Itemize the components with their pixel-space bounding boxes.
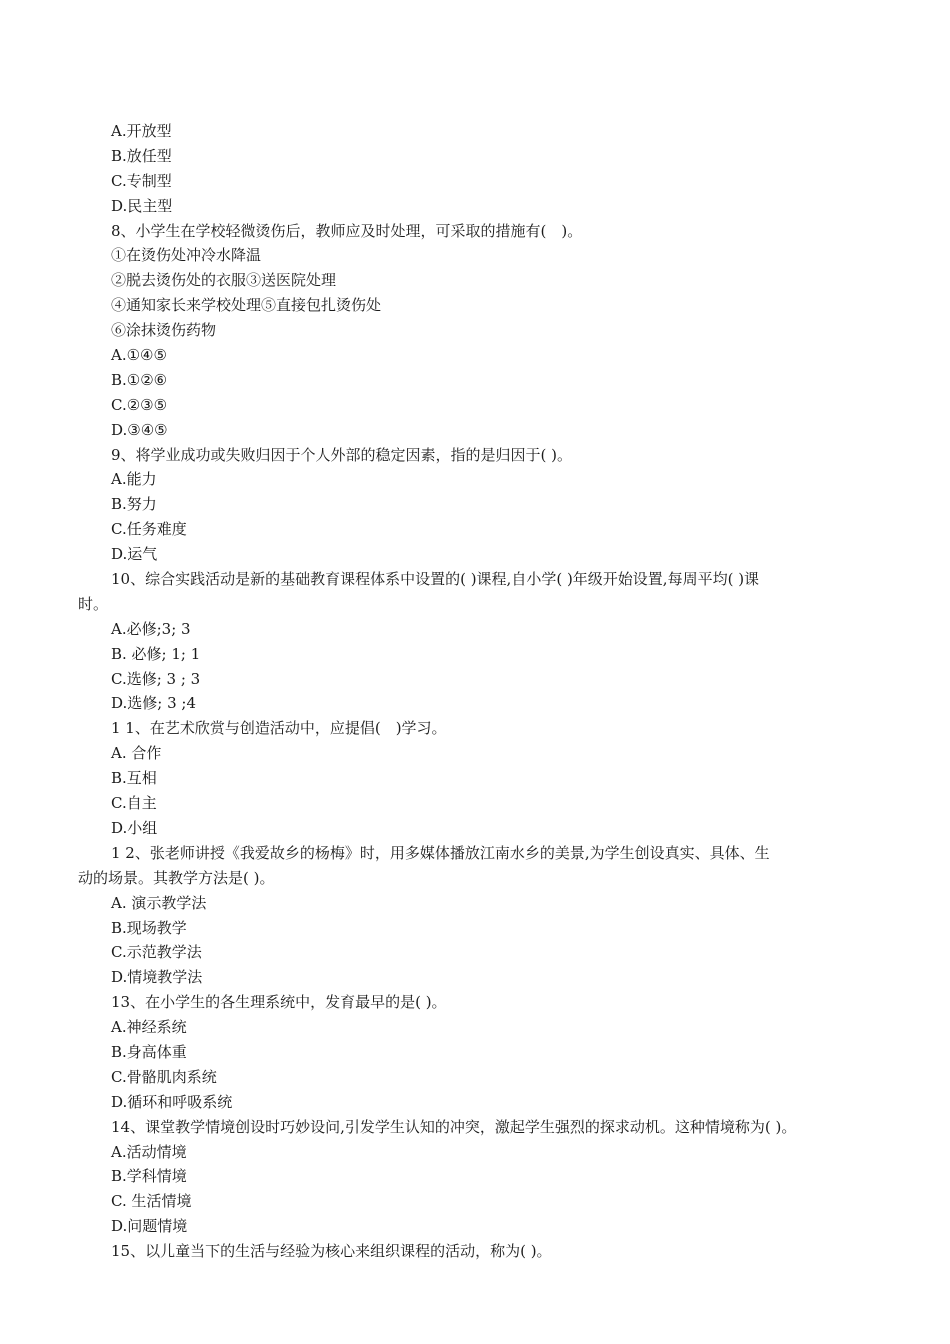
option-line: B.互相 [111, 769, 157, 788]
option-line: D.循环和呼吸系统 [111, 1092, 233, 1111]
option-line: B.学科情境 [111, 1167, 187, 1186]
option-line: B.身高体重 [111, 1042, 187, 1061]
option-line: B.放任型 [111, 146, 172, 165]
option-line: C.骨骼肌肉系统 [111, 1067, 217, 1086]
option-line: A.必修;3; 3 [111, 619, 191, 638]
question-line: 1 2、张老师讲授《我爱故乡的杨梅》时，用多媒体播放江南水乡的美景,为学生创设真实、具体、生 [111, 843, 770, 862]
exam-content [78, 119, 868, 1264]
option-line: B.①②⑥ [111, 370, 168, 389]
option-line: C. 生活情境 [111, 1192, 192, 1211]
question-line: 14、课堂教学情境创设时巧妙设问,引发学生认知的冲突，激起学生强烈的探求动机。这种情境称为( )。 [111, 1117, 797, 1136]
option-line: B.现场教学 [111, 918, 187, 937]
option-line: ④通知家长来学校处理⑤直接包扎烫伤处 [111, 296, 382, 315]
option-line: C.专制型 [111, 171, 172, 190]
question-line: 15、以儿童当下的生活与经验为核心来组织课程的活动，称为( )。 [111, 1242, 552, 1261]
question-line: 10、综合实践活动是新的基础教育课程体系中设置的( )课程,自小学( )年级开始设置,每周平均( )课 [111, 570, 760, 589]
option-line: D.情境教学法 [111, 968, 203, 987]
question-line: 8、小学生在学校轻微烫伤后，教师应及时处理，可采取的措施有( )。 [111, 221, 583, 240]
option-line: A. 演示教学法 [111, 893, 207, 912]
option-line: C.任务难度 [111, 520, 187, 539]
option-line: A.①④⑤ [111, 346, 167, 365]
option-line: A. 合作 [111, 744, 162, 763]
option-line: D.运气 [111, 545, 158, 564]
question-line: 13、在小学生的各生理系统中，发育最早的是( )。 [111, 993, 447, 1012]
option-line: ⑥涂抹烫伤药物 [111, 321, 217, 340]
option-line: A.开放型 [111, 122, 172, 140]
option-line: D.民主型 [111, 196, 173, 215]
option-line: D.问题情境 [111, 1217, 188, 1236]
option-line: C.示范教学法 [111, 943, 202, 962]
option-line: A.神经系统 [111, 1018, 187, 1037]
option-line: B.努力 [111, 495, 157, 514]
option-line: C.自主 [111, 794, 157, 813]
question-line: 9、将学业成功或失败归因于个人外部的稳定因素，指的是归因于( )。 [111, 445, 573, 464]
question-continuation-line: 时。 [78, 594, 109, 613]
option-line: B. 必修; 1; 1 [111, 644, 201, 663]
option-line: A.活动情境 [111, 1142, 187, 1161]
question-line: 1 1、在艺术欣赏与创造活动中，应提倡( )学习。 [111, 719, 447, 738]
question-continuation-line: 动的场景。其教学方法是( )。 [78, 868, 275, 887]
option-line: D.③④⑤ [111, 420, 168, 439]
option-line: C.②③⑤ [111, 395, 168, 414]
option-line: D.小组 [111, 818, 158, 837]
option-line: C.选修; 3 ; 3 [111, 669, 201, 688]
option-line: D.选修; 3 ;4 [111, 694, 196, 713]
option-line: ①在烫伤处冲冷水降温 [111, 246, 262, 265]
option-line: ②脱去烫伤处的衣服③送医院处理 [111, 271, 337, 290]
option-line: A.能力 [111, 470, 157, 489]
